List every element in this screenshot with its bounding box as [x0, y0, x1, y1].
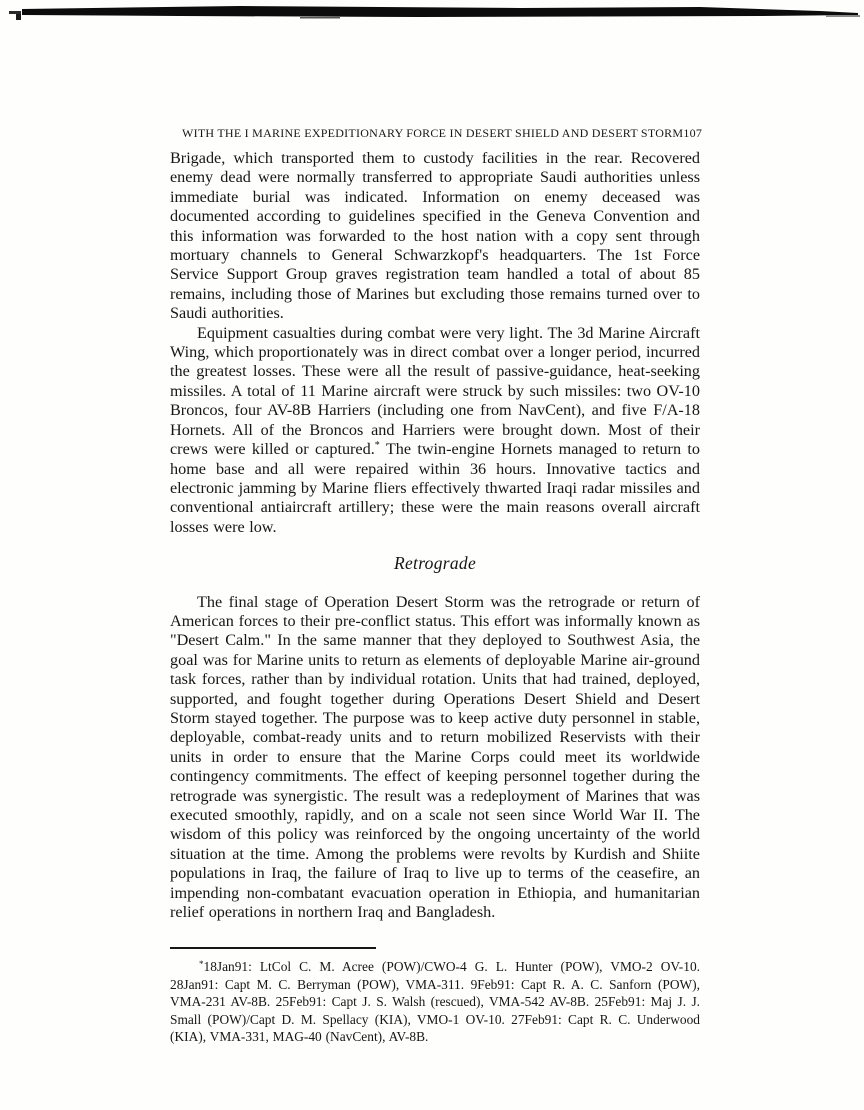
- footnote-separator-rule: [170, 947, 376, 949]
- paragraph-equipment-part1: Equipment casualties during combat were very light. The 3d Marine Aircraft Wing, which proportionately was in direct combat over a longer period, incurred the greatest losses. These were all the result of passive-guidance, heat-seeking missiles. A total of 11 Marine aircraft were struck by such missiles: two OV-10 Broncos, four AV-8B Harriers (including one from NavCent), and five F/A-18 Hornets. All of the Broncos and Harriers were brought down. Most of their crews were killed or captured.: [170, 323, 700, 459]
- running-header: [170, 126, 703, 141]
- section-heading-retrograde: Retrograde: [393, 553, 477, 574]
- footnote-marker: *: [199, 959, 204, 970]
- footnote-body: 18Jan91: LtCol C. M. Acree (POW)/CWO-4 G. L. Hunter (POW), VMO-2 OV-10. 28Jan91: Capt M. C. Berryman (POW), VMA-311. 9Feb91: Capt R. A. C. Sanforn (POW), VMA-231 AV-8B. 25Feb91: Capt J. S. Walsh (rescued), VMA-542 AV-8B. 25Feb91: Maj J. J. Small (POW)/Capt D. M. Spellacy (KIA), VMO-1 OV-10. 27Feb91: Capt R. C. Underwood (KIA), VMA-331, MAG-40 (NavCent), AV-8B.: [170, 959, 700, 1045]
- footnote-reference-marker: *: [374, 440, 380, 452]
- paragraph-equipment-casualties: [170, 324, 700, 537]
- body-text-column: [170, 149, 700, 1045]
- scan-artifact-top-bar: [0, 2, 864, 28]
- footnote-block: [170, 947, 700, 1045]
- running-header-title: WITH THE I MARINE EXPEDITIONARY FORCE IN DESERT SHIELD AND DESERT STORM: [182, 126, 684, 140]
- page-number: 107: [683, 126, 703, 140]
- paragraph-retrograde: The final stage of Operation Desert Storm was the retrograde or return of American forces to their pre-conflict status. This effort was informally known as "Desert Calm." In the same manner that they deployed to Southwest Asia, the goal was for Marine units to return as elements of deployable Marine air-ground task forces, rather than by individual rotation. Units that had trained, deployed, supported, and fought together during Operations Desert Shield and Desert Storm stayed together. The purpose was to keep active duty personnel in stable, deployable, combat-ready units and to return mobilized Reservists with their units in order to ensure that the Marine Corps could meet its worldwide contingency commitments. The effect of keeping personnel together during the retrograde was synergistic. The result was a redeployment of Marines that was executed smoothly, rapidly, and on a scale not seen since World War II. The wisdom of this policy was reinforced by the ongoing uncertainty of the world situation at the time. Among the problems were revolts by Kurdish and Shiite populations in Iraq, the failure of Iraq to live up to terms of the ceasefire, an impending non-combatant evacuation operation in Ethiopia, and humanitarian relief operations in northern Iraq and Bangladesh.: [170, 592, 700, 922]
- footnote-text: [170, 958, 700, 1045]
- paragraph-equipment-part2: The twin-engine Hornets managed to return to home base and all were repaired within 36 hours. Innovative tactics and electronic jamming by Marine fliers effectively thwarted Iraqi radar missiles and conventional antiaircraft artillery; these were the main reasons overall aircraft losses were low.: [170, 440, 700, 536]
- paragraph-custody-continuation: Brigade, which transported them to custody facilities in the rear. Recovered enemy dead were normally transferred to appropriate Saudi authorities unless immediate burial was indicated. Information on enemy deceased was documented according to guidelines specified in the Geneva Convention and this information was forwarded to the host nation with a copy sent through mortuary channels to General Schwarzkopf's headquarters. The 1st Force Service Support Group graves registration team handled a total of about 85 remains, including those of Marines but excluding those remains turned over to Saudi authorities.: [170, 149, 700, 323]
